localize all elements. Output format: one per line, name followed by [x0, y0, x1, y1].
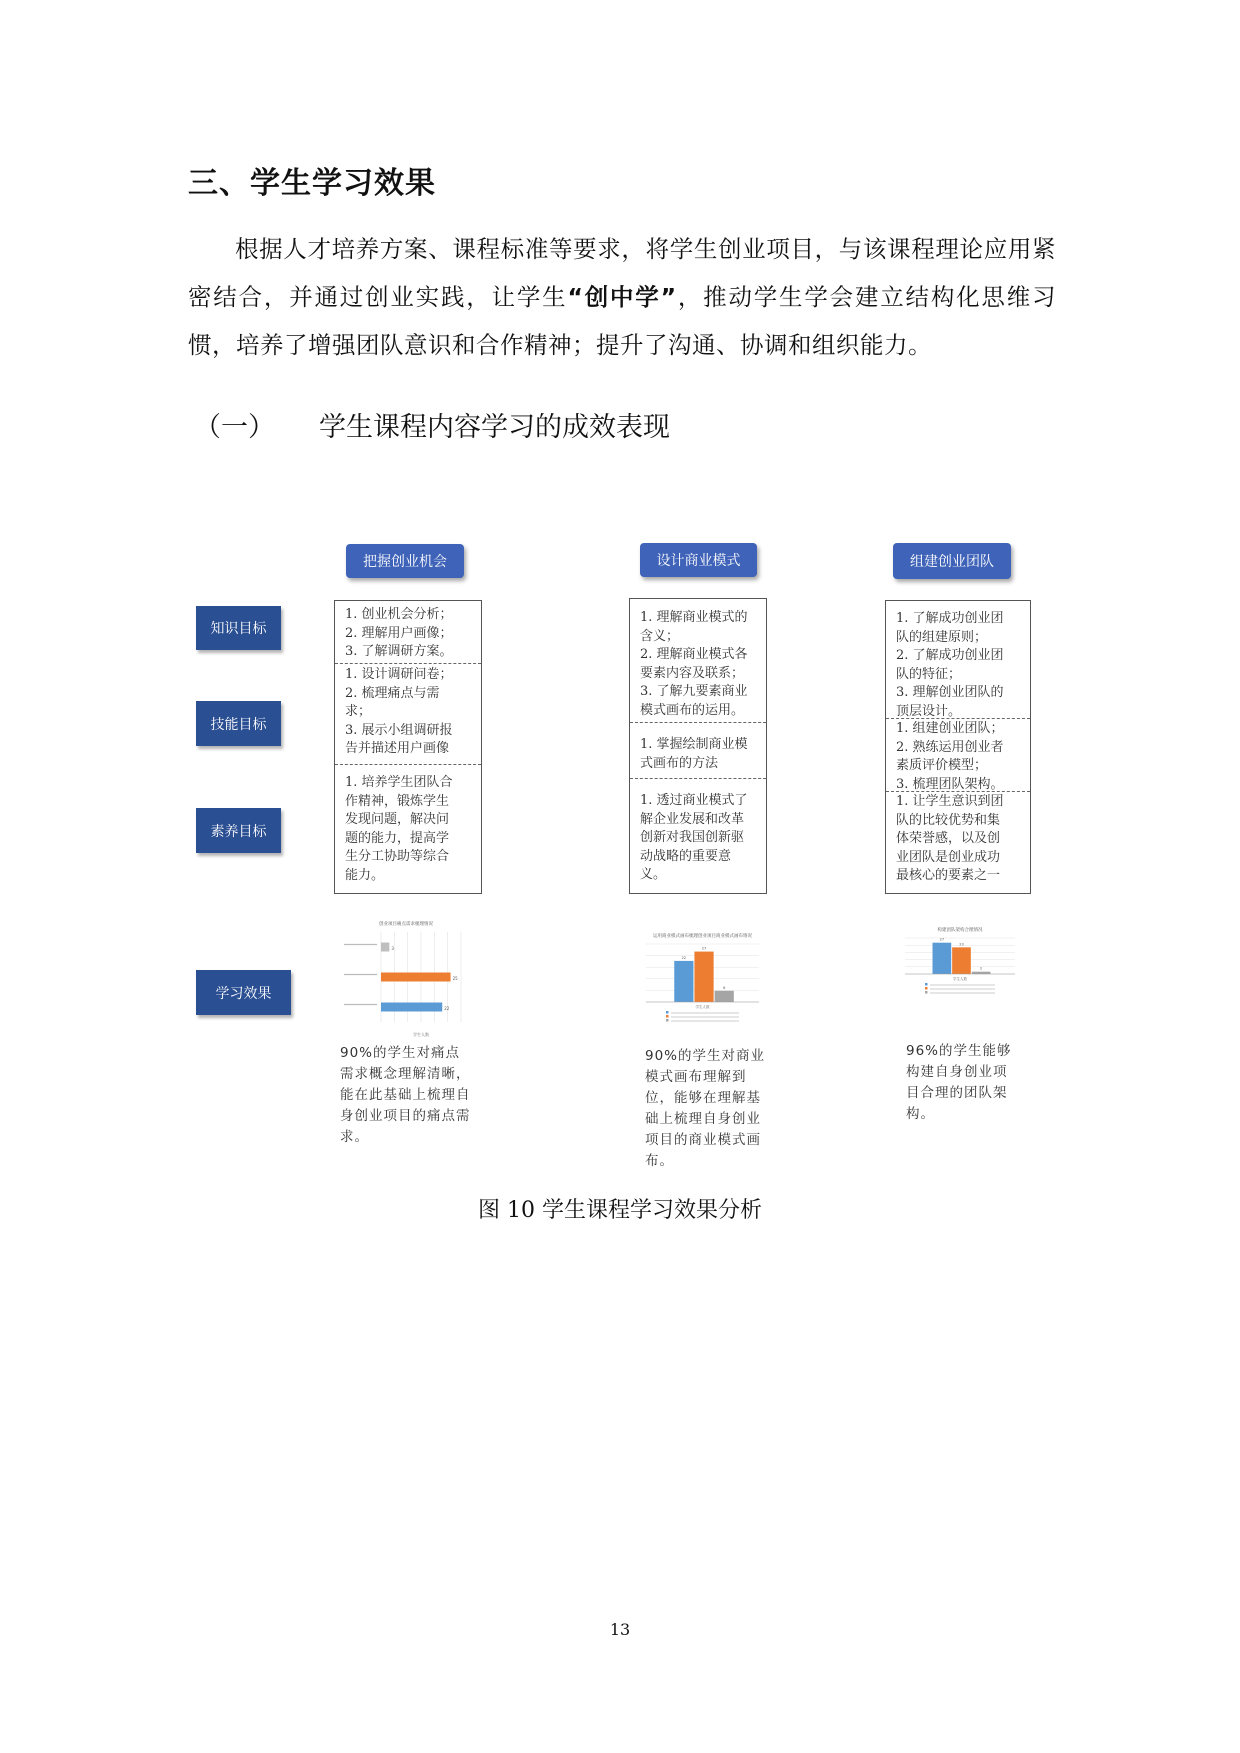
column-header-team: 组建创业团队 — [893, 543, 1011, 579]
chart-data-label: 25 — [452, 976, 458, 981]
paragraph-text-1: 根据人才培养方案、课程标准等要求，将学生创业项目，与该课程理论应用紧密结合，并通过创业实践，让学生 — [188, 235, 1056, 311]
literacy-text: 1. 培养学生团队合 作精神，锻炼学生 发现问题，解决问 题的能力，提高学 生分工协助等综合 能力。 — [345, 775, 453, 883]
figure-caption: 图 10 学生课程学习效果分析 — [478, 1198, 762, 1223]
page-number: 13 — [609, 1620, 631, 1639]
x-axis-label: 学生人数 — [695, 1005, 710, 1009]
paragraph-bold-text: “创中学” — [567, 283, 677, 311]
result-text-business-model: 90%的学生对商业模式画布理解到位，能够在理解基础上梳理自身创业项目的商业模式画布。 — [645, 1048, 766, 1169]
divider — [886, 791, 1030, 792]
chart-bar — [381, 1003, 442, 1012]
column-box-business-model — [629, 598, 767, 894]
chart-bar — [381, 973, 451, 982]
chart-bar — [381, 943, 389, 952]
result-text-opportunity: 90%的学生对痛点需求概念理解清晰，能在此基础上梳理自身创业项目的痛点需求。 — [340, 1045, 471, 1145]
chart-bar — [715, 991, 734, 1002]
column-header-opportunity: 把握创业机会 — [346, 544, 464, 578]
legend-swatch — [666, 1015, 669, 1018]
chart-data-label: 6 — [723, 985, 726, 990]
chart-bar — [972, 972, 991, 974]
row-label-literacy: 素养目标 — [196, 808, 281, 853]
row-label-result: 学习效果 — [196, 970, 291, 1015]
subsection-title: 学生课程内容学习的成效表现 — [319, 412, 670, 443]
section-title: 三、学生学习效果 — [188, 166, 436, 201]
skill-text: 1. 掌握绘制商业模 式画布的方法 — [640, 737, 748, 771]
column-box-team — [885, 600, 1031, 894]
subsection-number: （一） — [194, 412, 275, 443]
chart-data-label: 23 — [959, 942, 964, 947]
skill-text: 1. 组建创业团队； 2. 熟练运用创业者 素质评价模型； 3. 梳理团队架构。 — [896, 721, 1004, 792]
chart-team — [899, 924, 1021, 1000]
column-box-opportunity — [334, 600, 482, 894]
chart-data-label: 3 — [391, 946, 394, 951]
result-text-team: 96%的学生能够构建自身创业项目合理的团队架构。 — [906, 1043, 1012, 1122]
row-label-knowledge: 知识目标 — [196, 606, 281, 650]
chart-data-label: 22 — [681, 955, 687, 960]
divider — [335, 663, 481, 664]
x-axis-label: 学生人数 — [413, 1032, 429, 1037]
chart-bar — [694, 952, 713, 1002]
divider — [886, 718, 1030, 719]
legend-swatch — [925, 991, 928, 994]
chart-title: 创业项目痛点需求梳理情况 — [379, 922, 433, 927]
literacy-text: 1. 让学生意识到团 队的比较优势和集 体荣誉感，以及创 业团队是创业成功 最核心的要素之一 — [896, 794, 1004, 883]
chart-bar — [952, 947, 971, 974]
chart-data-label: 2 — [980, 966, 983, 971]
chart-title: 构建团队架构合理情况 — [937, 928, 983, 933]
knowledge-text: 1. 理解商业模式的 含义； 2. 理解商业模式各 要素内容及联系； 3. 了解九要素商业 模式画布的运用。 — [640, 610, 748, 718]
chart-data-label: 27 — [701, 946, 707, 951]
knowledge-text: 1. 创业机会分析； 2. 理解用户画像； 3. 了解调研方案。 — [345, 607, 453, 659]
paragraph-text-2: ，推动学生学会建立结构化思维习惯，培养了增强团队意识和合作精神；提升了沟通、协调和组织能力。 — [188, 283, 1057, 359]
subsection-heading — [194, 405, 670, 444]
chart-data-label: 27 — [939, 937, 945, 942]
legend-swatch — [925, 983, 928, 986]
legend-swatch — [925, 987, 928, 990]
divider — [630, 778, 766, 779]
chart-data-label: 22 — [444, 1006, 450, 1011]
literacy-text: 1. 透过商业模式了 解企业发展和改革 创新对我国创新驱 动战略的重要意 义。 — [640, 793, 748, 882]
row-label-skill: 技能目标 — [196, 701, 281, 746]
divider — [630, 722, 766, 723]
chart-opportunity — [341, 918, 471, 1040]
legend-swatch — [666, 1011, 669, 1014]
divider — [335, 764, 481, 765]
skill-text: 1. 设计调研问卷； 2. 梳理痛点与需 求； 3. 展示小组调研报 告并描述用户画像 — [345, 667, 453, 756]
legend-swatch — [666, 1019, 669, 1022]
knowledge-text: 1. 了解成功创业团 队的组建原则； 2. 了解成功创业团 队的特征； 3. 理解创业团队的 顶层设计。 — [896, 611, 1004, 719]
chart-business-model — [640, 930, 765, 1028]
chart-bar — [933, 943, 952, 974]
body-paragraph — [188, 225, 1056, 369]
chart-title: 运用商业模式画布梳理创业项目商业模式画布情况 — [653, 934, 752, 939]
x-axis-label: 学生人数 — [953, 977, 967, 981]
chart-bar — [674, 961, 693, 1002]
column-header-business-model: 设计商业模式 — [640, 543, 757, 577]
